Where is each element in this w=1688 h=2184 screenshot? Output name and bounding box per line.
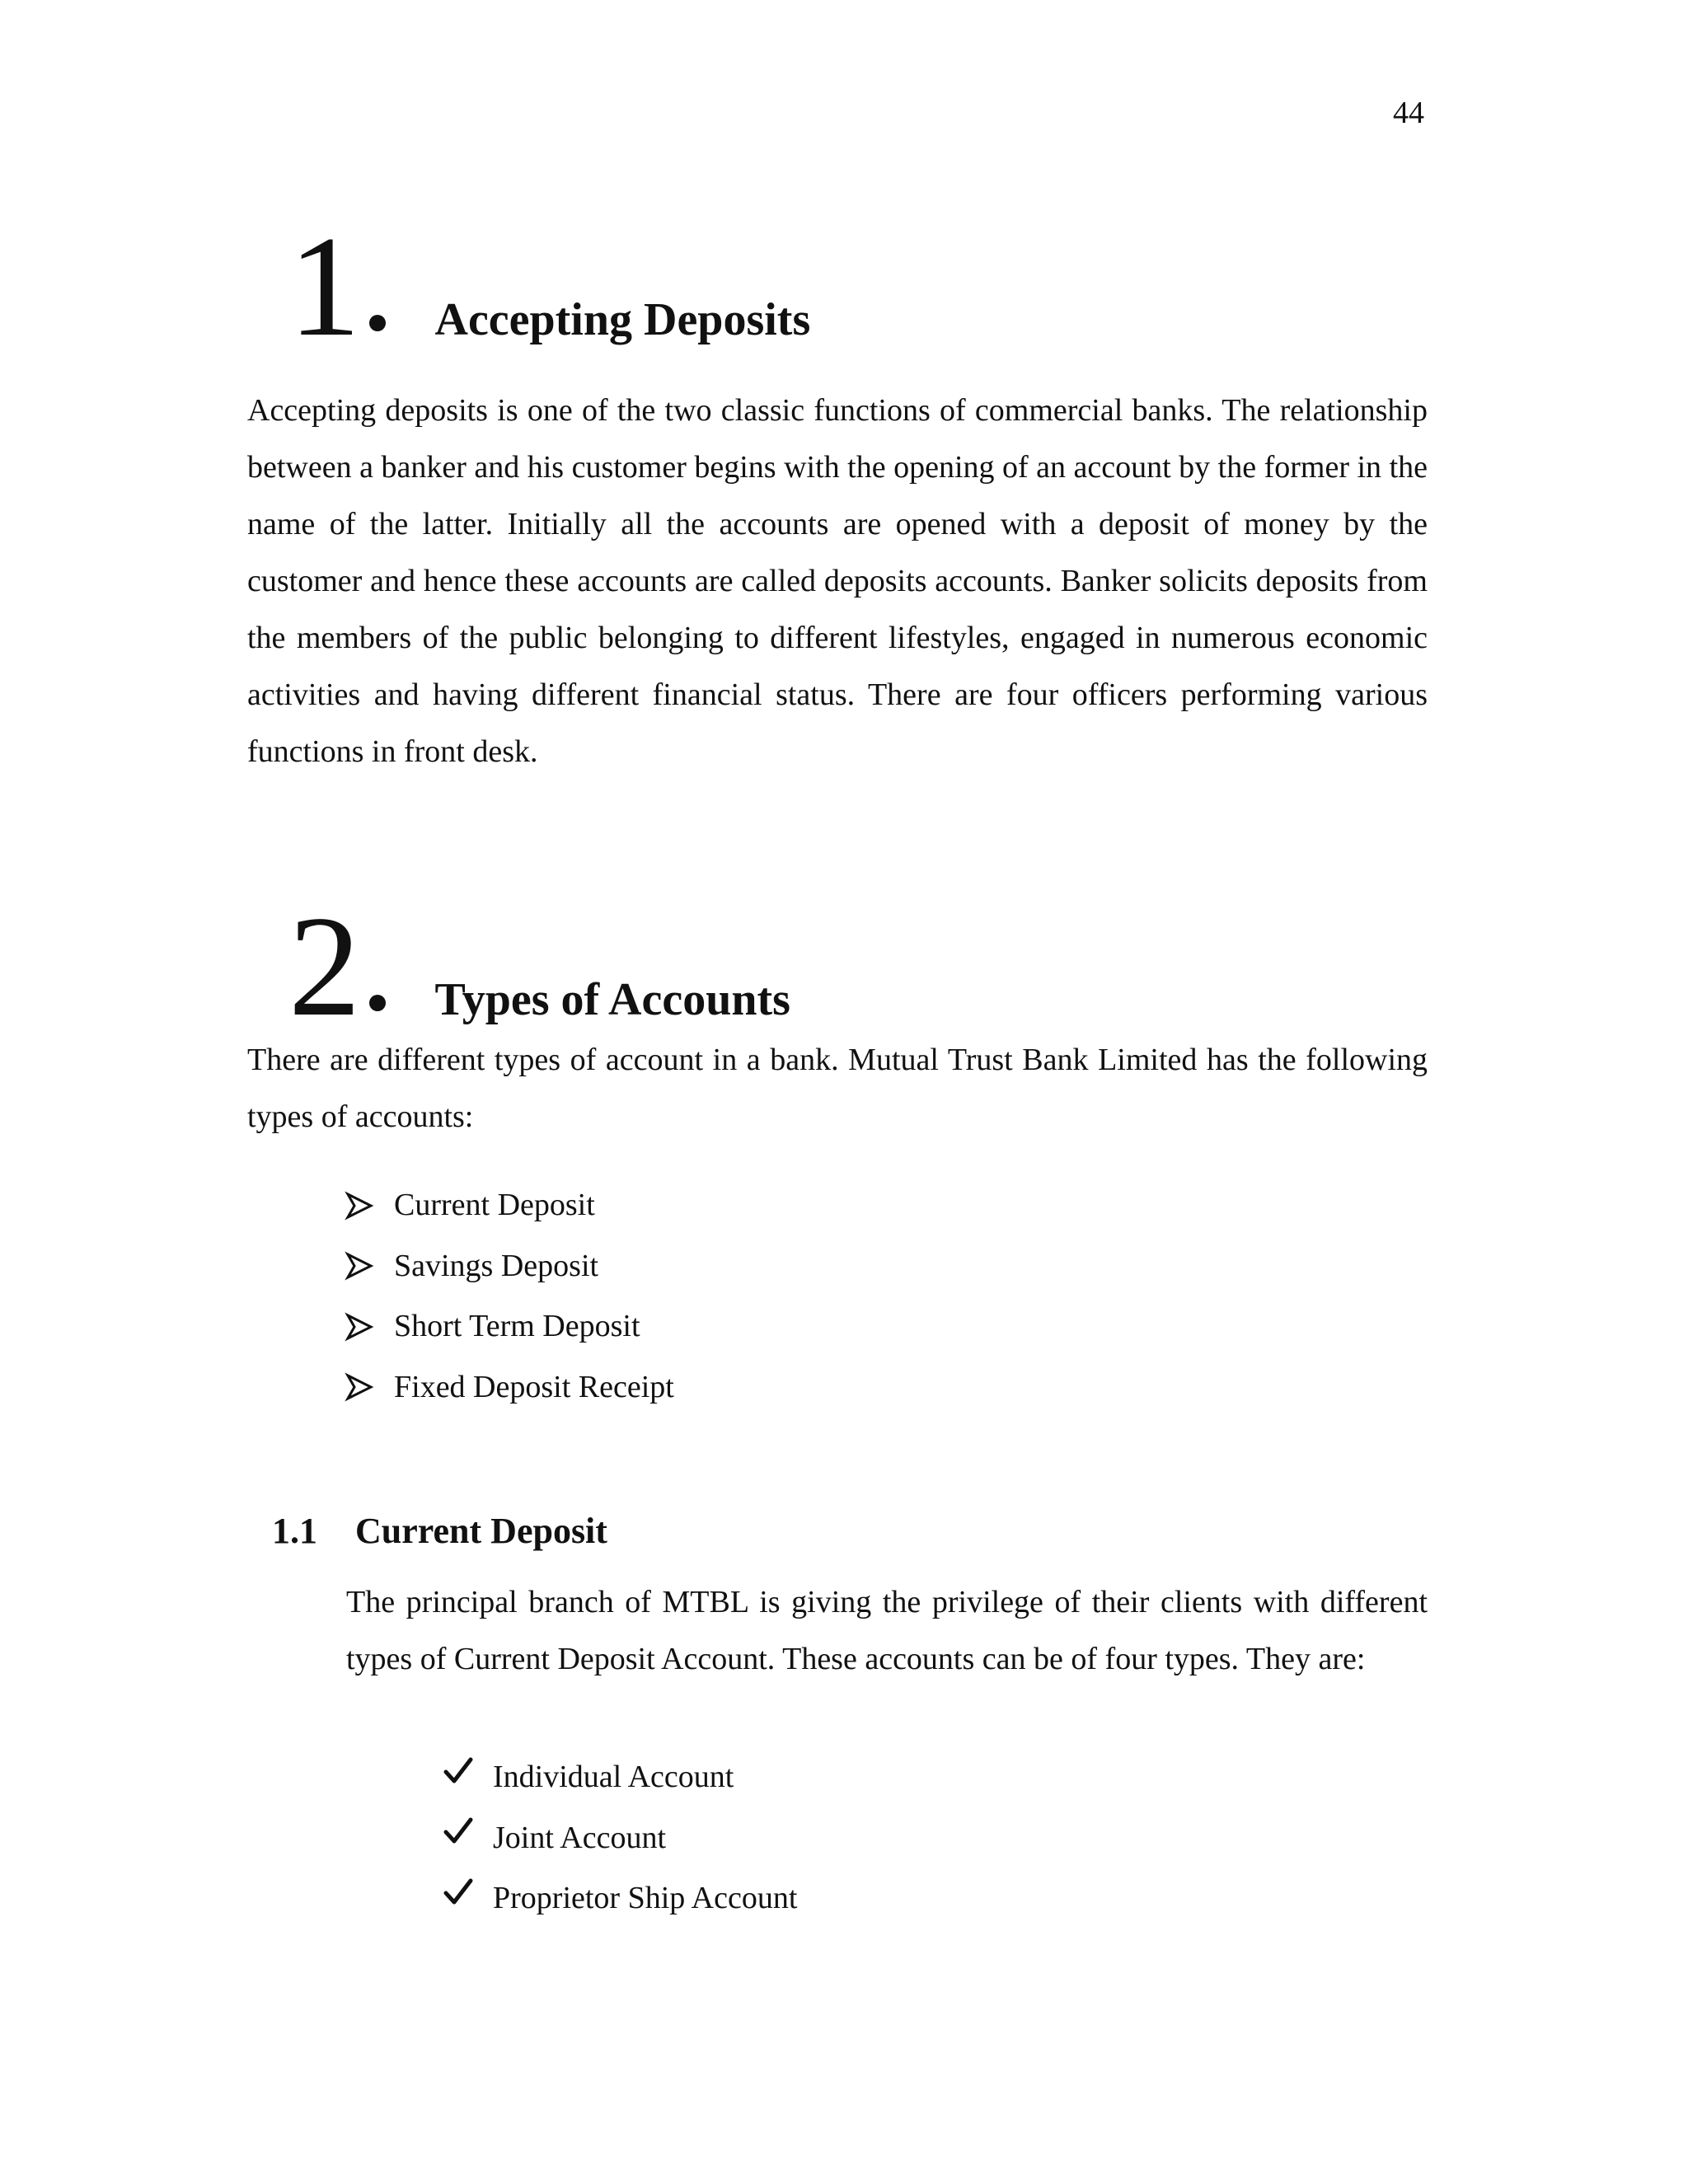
accepting-deposits-paragraph: Accepting deposits is one of the two classic functions of commercial banks. The relationship between a banker and his customer begins with the opening of an account by the former in the name of the latter. Initially all the accounts are opened with a deposit of money by the customer and hence these accounts are called deposits accounts. Banker solicits deposits from the members of the public belonging to different lifestyles, engaged in numerous economic activities and having different financial status. There are four officers performing various functions in front desk. bbox=[247, 393, 1428, 769]
section-number-dot bbox=[369, 995, 386, 1011]
section-title: Types of Accounts bbox=[434, 974, 790, 1025]
list-item-label: Proprietor Ship Account bbox=[493, 1881, 798, 1915]
subsection-number: 1.1 bbox=[272, 1511, 317, 1551]
section-number: 2 bbox=[288, 886, 361, 1046]
checkmark-icon bbox=[443, 1756, 473, 1786]
list-item-label: Short Term Deposit bbox=[394, 1309, 640, 1343]
list-item bbox=[443, 1868, 797, 1929]
section-heading-types-of-accounts bbox=[288, 886, 790, 1046]
list-item bbox=[443, 1747, 797, 1808]
types-of-accounts-paragraph: There are different types of account in a bank. Mutual Trust Bank Limited has the following types of accounts: bbox=[247, 1043, 1428, 1134]
page-number: 44 bbox=[1393, 96, 1424, 130]
current-deposit-paragraph: The principal branch of MTBL is giving the privilege of their clients with different types of Current Deposit Account. These accounts can be of four types. They are: bbox=[346, 1585, 1428, 1676]
list-item bbox=[345, 1236, 674, 1297]
account-types-list bbox=[345, 1175, 674, 1418]
checkmark-icon bbox=[443, 1877, 473, 1907]
list-item bbox=[345, 1296, 674, 1357]
checkmark-icon bbox=[443, 1816, 473, 1846]
arrowhead-icon bbox=[345, 1372, 374, 1402]
list-item-label: Savings Deposit bbox=[394, 1248, 599, 1283]
list-item bbox=[345, 1175, 674, 1236]
list-item-label: Individual Account bbox=[493, 1760, 734, 1794]
current-deposit-types-list bbox=[443, 1747, 797, 1929]
list-item-label: Current Deposit bbox=[394, 1188, 595, 1222]
subsection-heading-current-deposit bbox=[272, 1513, 607, 1549]
section-title: Accepting Deposits bbox=[434, 294, 811, 345]
arrowhead-icon bbox=[345, 1191, 374, 1221]
section-number: 1 bbox=[288, 206, 361, 366]
list-item bbox=[345, 1357, 674, 1418]
arrowhead-icon bbox=[345, 1312, 374, 1342]
list-item bbox=[443, 1808, 797, 1869]
arrowhead-icon bbox=[345, 1251, 374, 1281]
subsection-title: Current Deposit bbox=[355, 1511, 607, 1551]
list-item-label: Fixed Deposit Receipt bbox=[394, 1369, 674, 1404]
section-heading-accepting-deposits bbox=[288, 206, 811, 366]
list-item-label: Joint Account bbox=[493, 1820, 667, 1855]
section-number-dot bbox=[369, 315, 386, 331]
